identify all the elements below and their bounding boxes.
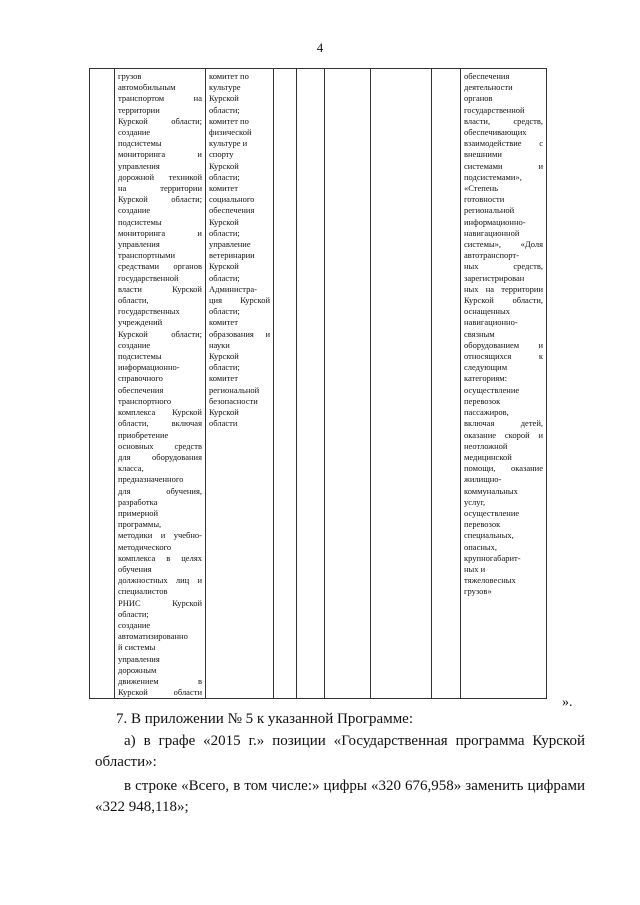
executor-line: комитет: [209, 183, 238, 194]
event-line: дорожной техникой: [118, 171, 202, 182]
result-line: пассажиров,: [464, 407, 509, 418]
executor-line: безопасности: [209, 395, 258, 406]
result-line: «Степень: [464, 183, 499, 194]
event-line: создание: [118, 619, 151, 630]
executor-line: Курской: [209, 351, 239, 362]
executor-line: Курской: [209, 407, 239, 418]
event-line: транспортными: [118, 250, 176, 261]
result-line: осуществление: [464, 507, 520, 518]
executor-line: социального: [209, 194, 255, 205]
executor-line: ветеринарии: [209, 250, 255, 261]
executor-line: комитет по: [209, 115, 249, 126]
result-line: относящихся к: [464, 351, 543, 362]
event-line: должностных лиц и: [118, 575, 202, 586]
event-line: методики и учебно-: [118, 530, 202, 541]
result-line: тяжеловесных: [464, 575, 516, 586]
executor-line: области: [209, 418, 238, 429]
event-line: РНИС Курской: [118, 597, 202, 608]
event-line: области,: [118, 295, 149, 306]
event-line: приобретение: [118, 429, 169, 440]
event-line: методического: [118, 541, 172, 552]
event-line: создание: [118, 205, 151, 216]
col-event: [115, 69, 206, 699]
event-line: примерной: [118, 507, 159, 518]
event-line: движением в: [118, 675, 202, 686]
event-line: создание: [118, 339, 151, 350]
result-line: оснащенных: [464, 306, 510, 317]
event-line: разработка: [118, 496, 158, 507]
event-line: на территории: [118, 183, 202, 194]
col-result: [461, 69, 547, 699]
executor-line: области;: [209, 104, 240, 115]
event-line: грузов: [118, 71, 142, 81]
event-line: государственной: [118, 272, 179, 283]
closing-quote: ».: [562, 695, 573, 710]
col-empty-5: [432, 69, 461, 699]
event-line: управления: [118, 653, 160, 664]
event-line: Курской области: [118, 687, 202, 698]
executor-line: Курской: [209, 261, 239, 272]
event-line: предназначенного: [118, 474, 184, 485]
result-line: государственной: [464, 104, 525, 115]
executor-line: области;: [209, 171, 240, 182]
executor-line: управление: [209, 239, 251, 250]
event-line: мониторинга и: [118, 149, 202, 160]
result-line: перевозок: [464, 519, 501, 530]
col-number: [90, 69, 115, 699]
executor-line: образования и: [209, 328, 270, 339]
event-line: справочного: [118, 373, 163, 384]
event-line: Курской области;: [118, 328, 202, 339]
event-line: области;: [118, 608, 149, 619]
event-line: специалистов: [118, 586, 168, 597]
event-line: класса,: [118, 463, 144, 474]
result-line: автотранспорт-: [464, 250, 519, 261]
event-line: комплекса в целях: [118, 552, 202, 563]
result-line: специальных,: [464, 530, 514, 541]
result-line: медицинской: [464, 451, 512, 462]
executor-line: науки: [209, 339, 230, 350]
result-line: обеспечения: [464, 71, 510, 81]
executor-line: области;: [209, 227, 240, 238]
result-line: крупногабарит-: [464, 552, 521, 563]
result-line: информационно-: [464, 216, 526, 227]
event-line: Курской области;: [118, 115, 202, 126]
result-line: системы», «Доля: [464, 239, 543, 250]
event-line: обеспечения: [118, 384, 164, 395]
col-empty-4: [371, 69, 432, 699]
result-line: навигационной: [464, 227, 520, 238]
event-line: транспортом на: [118, 93, 202, 104]
event-line: мониторинга и: [118, 227, 202, 238]
result-line: помощи, оказание: [464, 463, 543, 474]
result-line: неотложной: [464, 440, 508, 451]
result-line: внешними: [464, 149, 502, 160]
event-line: подсистемы: [118, 351, 162, 362]
event-line: области, включая: [118, 418, 202, 429]
col-empty-2: [297, 69, 325, 699]
executor-text: [206, 69, 273, 430]
result-line: осуществление: [464, 384, 520, 395]
result-line: опасных,: [464, 541, 497, 552]
result-line: ных на территории: [464, 283, 543, 294]
event-line: территории: [118, 104, 160, 115]
executor-line: спорту: [209, 149, 234, 160]
event-line: основных средств: [118, 440, 202, 451]
executor-line: области;: [209, 306, 240, 317]
executor-line: Курской: [209, 216, 239, 227]
result-line: навигационно-: [464, 317, 518, 328]
result-line: коммунальных: [464, 485, 518, 496]
executor-line: физической: [209, 127, 252, 138]
event-line: подсистемы: [118, 216, 162, 227]
result-line: подсистемами»,: [464, 171, 522, 182]
event-line: управления: [118, 160, 160, 171]
paragraph-item-7: 7. В приложении № 5 к указанной Программе:: [116, 711, 414, 727]
event-line: й системы: [118, 642, 156, 653]
executor-line: ция Курской: [209, 295, 270, 306]
result-line: системами и: [464, 160, 543, 171]
event-text: [115, 69, 205, 698]
executor-line: комитет по: [209, 71, 249, 81]
event-line: автоматизированно: [118, 631, 188, 642]
program-table: [89, 68, 547, 699]
result-line: включая детей,: [464, 418, 543, 429]
result-line: ных средств,: [464, 261, 543, 272]
result-line: услуг,: [464, 496, 486, 507]
event-line: средствами органов: [118, 261, 202, 272]
event-line: учреждений: [118, 317, 163, 328]
event-line: комплекса Курской: [118, 407, 202, 418]
result-line: органов: [464, 93, 493, 104]
event-line: Курской области;: [118, 194, 202, 205]
col-empty-1: [274, 69, 297, 699]
event-line: транспортного: [118, 395, 172, 406]
event-line: подсистемы: [118, 138, 162, 149]
executor-line: области;: [209, 272, 240, 283]
executor-line: региональной: [209, 384, 260, 395]
executor-line: области;: [209, 362, 240, 373]
result-line: власти, средств,: [464, 115, 543, 126]
result-text: [461, 69, 546, 598]
result-line: оборудованием и: [464, 339, 543, 350]
col-executor: [206, 69, 274, 699]
executor-line: культуре и: [209, 138, 248, 149]
paragraph-replacement: в строке «Всего, в том числе:» цифры «320 676,958» заменить цифрами «322 948,118»;: [95, 778, 585, 815]
result-line: Курской области,: [464, 295, 543, 306]
result-line: следующим: [464, 362, 508, 373]
result-line: перевозок: [464, 395, 501, 406]
result-line: жилищно-: [464, 474, 502, 485]
executor-line: Курской: [209, 160, 239, 171]
result-line: категориям:: [464, 373, 508, 384]
result-line: грузов»: [464, 586, 492, 597]
event-line: для оборудования: [118, 451, 202, 462]
result-line: взаимодействие с: [464, 138, 543, 149]
event-line: власти Курской: [118, 283, 202, 294]
executor-line: Администра-: [209, 283, 257, 294]
result-line: обеспечивающих: [464, 127, 527, 138]
event-line: дорожным: [118, 664, 157, 675]
result-line: готовности: [464, 194, 505, 205]
executor-line: культуре: [209, 82, 241, 93]
executor-line: обеспечения: [209, 205, 255, 216]
result-line: оказание скорой и: [464, 429, 543, 440]
result-line: зарегистрирован: [464, 272, 525, 283]
paragraph-subitem-a: а) в графе «2015 г.» позиции «Государственная программа Курской области»:: [95, 733, 585, 770]
event-line: информационно-: [118, 362, 180, 373]
col-empty-3: [325, 69, 371, 699]
event-line: создание: [118, 127, 151, 138]
result-line: ных и: [464, 563, 486, 574]
event-line: программы,: [118, 519, 162, 530]
executor-line: комитет: [209, 373, 238, 384]
event-line: обучения: [118, 563, 152, 574]
page-number: 4: [316, 40, 324, 55]
event-line: для обучения,: [118, 485, 202, 496]
result-line: региональной: [464, 205, 515, 216]
result-line: связным: [464, 328, 495, 339]
event-line: управления: [118, 239, 160, 250]
event-line: государственных: [118, 306, 180, 317]
event-line: автомобильным: [118, 82, 176, 93]
result-line: деятельности: [464, 82, 513, 93]
executor-line: комитет: [209, 317, 238, 328]
executor-line: Курской: [209, 93, 239, 104]
